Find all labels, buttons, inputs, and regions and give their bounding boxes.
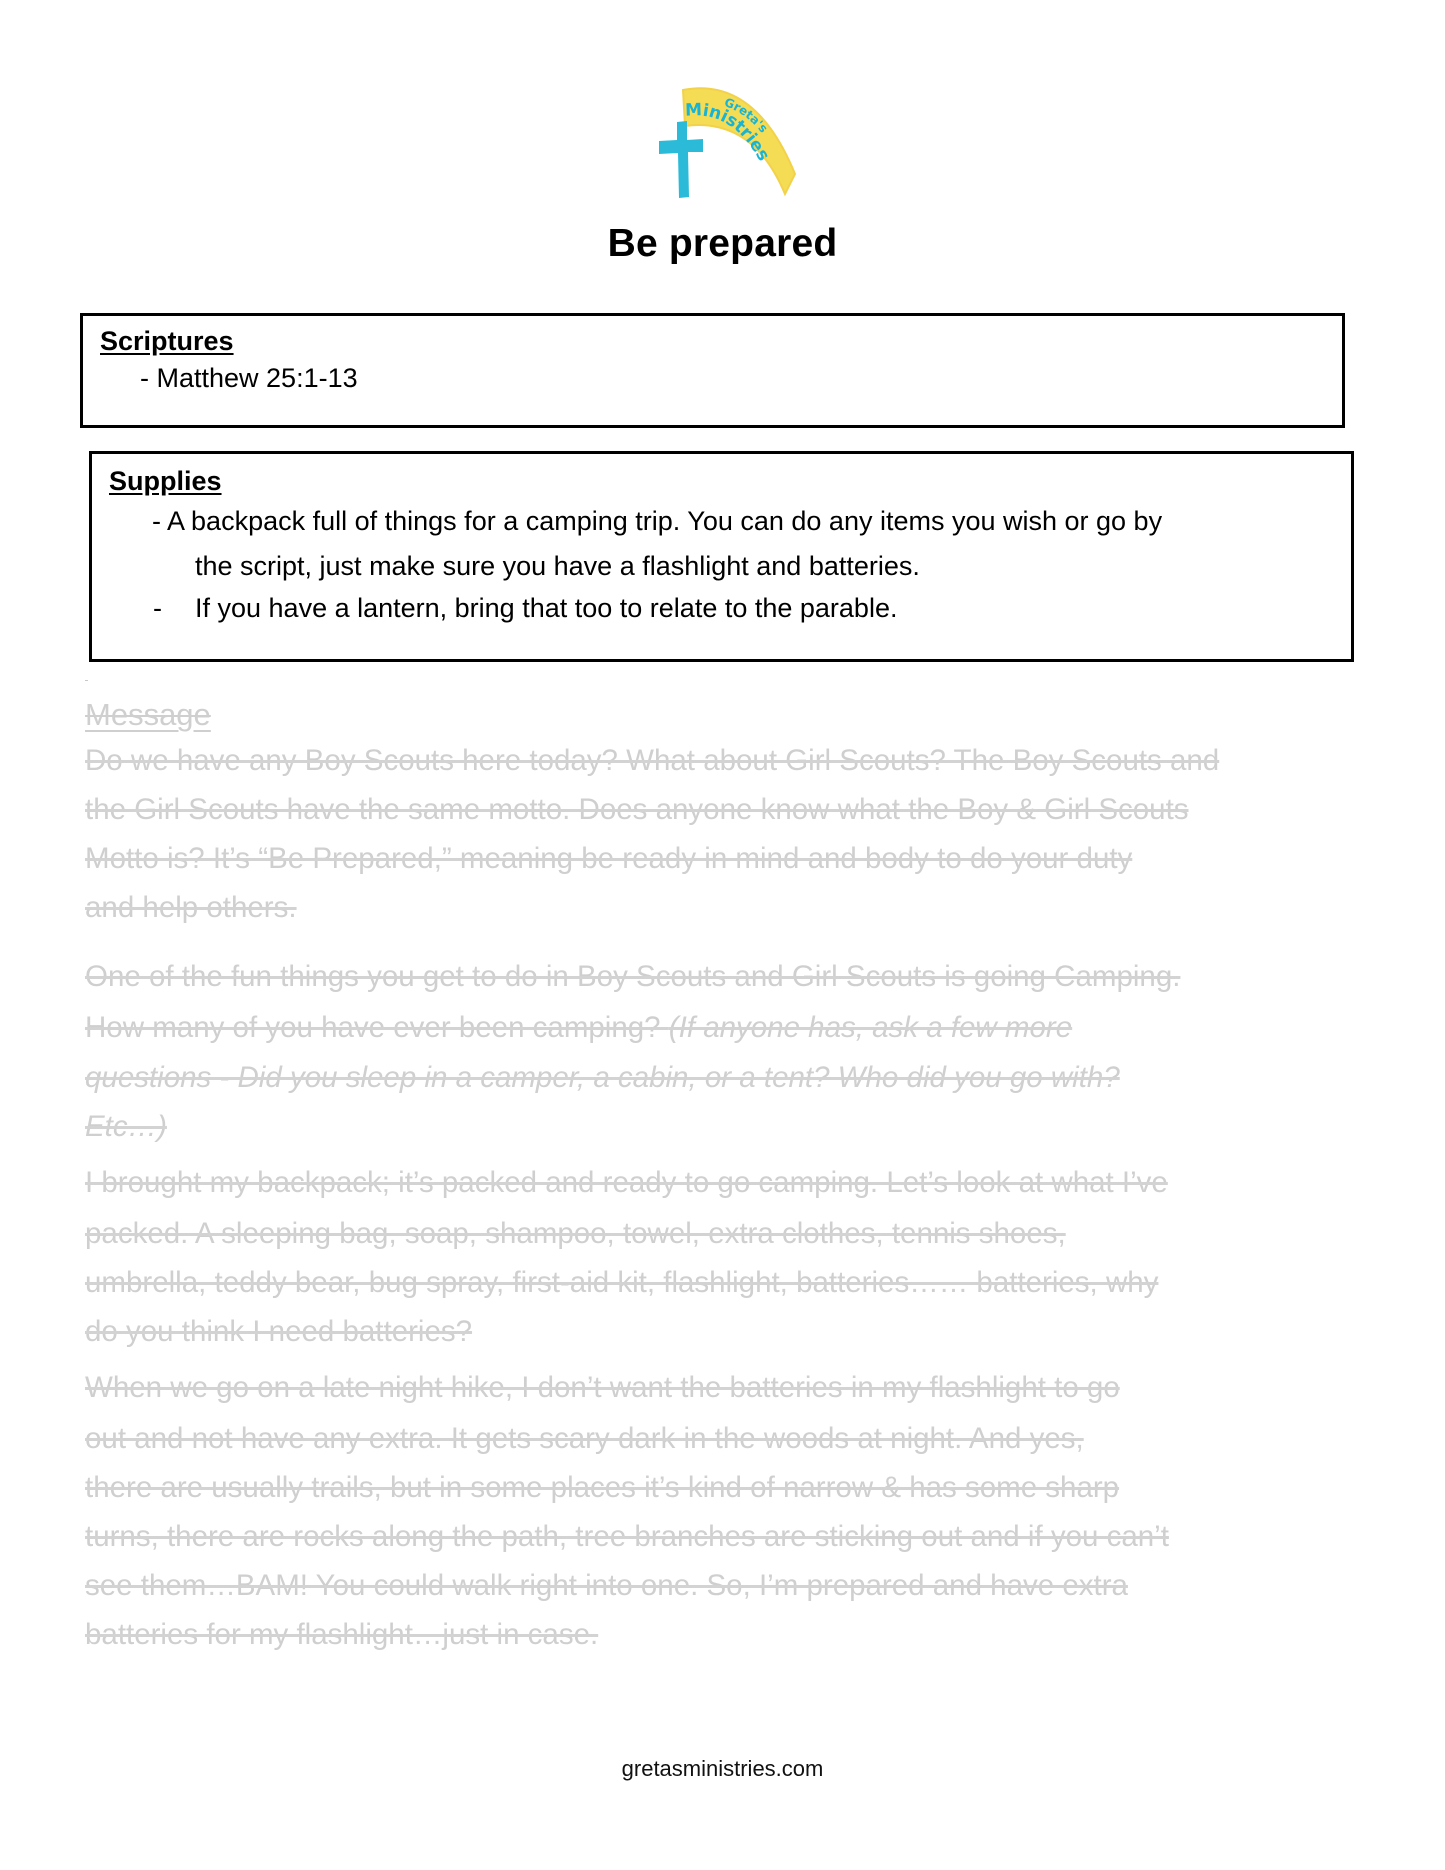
supplies-heading: Supplies <box>109 466 222 496</box>
message-line: Do we have any Boy Scouts here today? What about Girl Scouts? The Boy Scouts and <box>85 744 1220 777</box>
message-line: packed. A sleeping bag, soap, shampoo, towel, extra clothes, tennis shoes, <box>85 1217 1066 1250</box>
footer-website: gretasministries.com <box>621 1756 824 1781</box>
svg-text:Ministries: Ministries <box>684 100 774 165</box>
gretas-ministries-logo <box>655 82 800 204</box>
supply-item-continuation: the script, just make sure you have a flashlight and batteries. <box>195 551 920 581</box>
message-line: batteries for my flashlight…just in case. <box>85 1618 599 1651</box>
scriptures-box <box>80 313 1345 428</box>
message-line: out and not have any extra. It gets scary dark in the woods at night. And yes, <box>85 1422 1084 1455</box>
supply-item: If you have a lantern, bring that too to relate to the parable. <box>195 593 898 623</box>
message-line: questions - Did you sleep in a camper, a cabin, or a tent? Who did you go with? <box>85 1061 1120 1094</box>
message-line: How many of you have ever been camping? (If anyone has, ask a few more <box>85 1011 1073 1044</box>
message-line: do you think I need batteries? <box>85 1315 473 1348</box>
supply-item: - A backpack full of things for a camping trip. You can do any items you wish or go by <box>152 506 1163 536</box>
message-line: When we go on a late night hike, I don’t want the batteries in my flashlight to go <box>85 1371 1120 1404</box>
message-line: turns, there are rocks along the path, tree branches are sticking out and if you can’t <box>85 1520 1169 1553</box>
scripture-reference: - Matthew 25:1-13 <box>140 363 358 393</box>
message-line: the Girl Scouts have the same motto. Does anyone know what the Boy & Girl Scouts <box>85 793 1189 826</box>
message-line: I brought my backpack; it’s packed and ready to go camping. Let’s look at what I’ve <box>85 1166 1168 1199</box>
page-title: Be prepared <box>607 222 838 265</box>
message-line: see them…BAM! You could walk right into one. So, I’m prepared and have extra <box>85 1569 1128 1602</box>
message-line: Etc…) <box>85 1110 167 1143</box>
message-line: One of the fun things you get to do in Boy Scouts and Girl Scouts is going Camping. <box>85 960 1181 993</box>
message-line: umbrella, teddy bear, bug spray, first-aid kit, flashlight, batteries…… batteries, why <box>85 1266 1159 1299</box>
message-line: there are usually trails, but in some places it’s kind of narrow & has some sharp <box>85 1471 1120 1504</box>
message-line: and help others. <box>85 891 297 924</box>
svg-text:Greta's: Greta's <box>722 95 771 136</box>
cross-logo-icon <box>655 82 800 204</box>
scriptures-heading: Scriptures <box>100 326 234 356</box>
message-heading: Message <box>85 697 211 732</box>
bullet-dash: - <box>152 506 168 536</box>
bullet-dash: - <box>153 593 162 623</box>
supplies-box <box>89 451 1354 662</box>
message-line: Motto is? It’s “Be Prepared,” meaning be ready in mind and body to do your duty <box>85 842 1133 875</box>
stray-mark <box>85 680 88 681</box>
